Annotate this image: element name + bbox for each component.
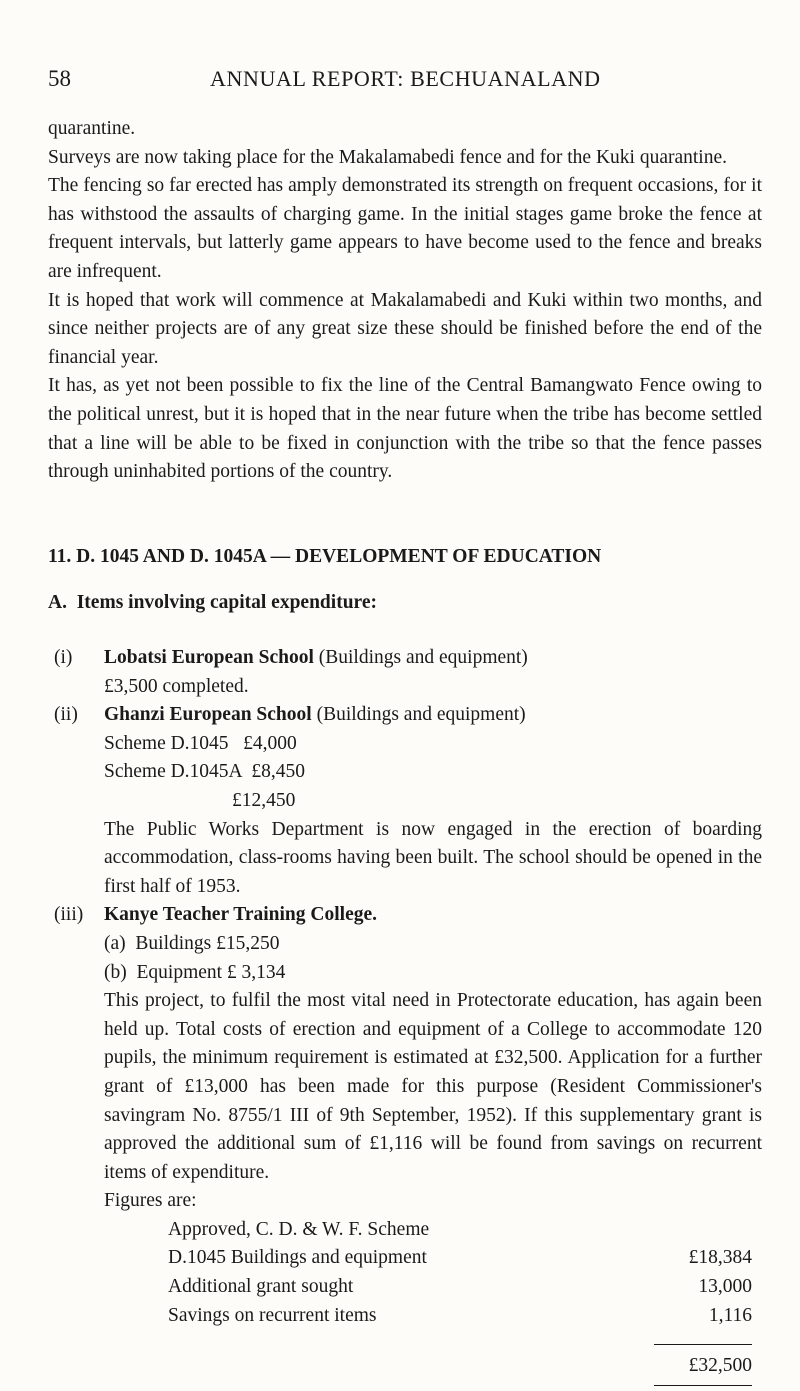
running-title: ANNUAL REPORT: BECHUANALAND <box>210 66 601 91</box>
intro-text <box>48 115 762 487</box>
figures-table <box>104 1216 762 1391</box>
scheme-line: Scheme D.1045A £8,450 <box>104 761 305 783</box>
items-list <box>48 644 762 1391</box>
cost-line: (b) Equipment £ 3,134 <box>104 961 286 983</box>
figures-row-amount: £18,384 <box>688 1247 752 1269</box>
paragraph: quarantine. <box>48 118 136 139</box>
figures-row-label: D.1045 Buildings and equipment <box>168 1247 427 1269</box>
item-title: Ghanzi European School <box>104 704 312 726</box>
item-title: Kanye Teacher Training College. <box>104 904 378 926</box>
figures-row <box>168 1273 762 1302</box>
item-line: £3,500 completed. <box>104 675 249 697</box>
running-head <box>48 66 752 98</box>
scheme-total: £12,450 <box>232 789 296 811</box>
figures-row-amount: 13,000 <box>698 1276 752 1298</box>
cost-line: (a) Buildings £15,250 <box>104 932 280 954</box>
figures-row <box>168 1244 762 1273</box>
list-item <box>48 701 762 901</box>
item-number: (iii) <box>54 904 84 926</box>
scheme-line: Scheme D.1045 £4,000 <box>104 732 297 754</box>
figures-total: £32,500 <box>688 1355 752 1377</box>
figures-label: Figures are: <box>104 1190 197 1212</box>
item-text: This project, to fulfil the most vital need in Protectorate education, has again been held up. Total costs of erection and equipment of a College to accommodate 120 pupils, the minimum requirement is estimated at £32,500. Application for a further grant of £13,000 has been made for this purpose (Resident Commissioner's savingram No. 8755/1 III of 9th September, 1952). If this supplementary grant is approved the additional sum of £1,116 will be found from savings on recurrent items of expenditure. <box>104 990 762 1183</box>
list-item <box>48 901 762 1391</box>
page-number: 58 <box>48 66 71 91</box>
sub-heading-title: Items involving capital expenditure: <box>76 592 377 613</box>
figures-row-label: Additional grant sought <box>168 1276 354 1298</box>
item-title-suffix: (Buildings and equipment) <box>311 704 526 726</box>
figures-row <box>168 1216 762 1245</box>
paragraph: The fencing so far erected has amply demonstrated its strength on frequent occasions, for it has withstood the assaults of charging game. In the initial stages game broke the fence at frequent intervals, but latterly game appears to have become used to the fence and breaks are infrequent. <box>48 175 762 282</box>
figures-row-amount: 1,116 <box>708 1304 752 1326</box>
total-rule-top <box>654 1344 752 1345</box>
figures-row-label: Savings on recurrent items <box>168 1304 377 1326</box>
item-number: (i) <box>54 647 73 668</box>
paragraph: Surveys are now taking place for the Makalamabedi fence and for the Kuki quarantine. <box>48 146 727 168</box>
list-item <box>48 644 762 701</box>
sub-heading <box>48 592 377 614</box>
sub-heading-letter: A. <box>48 592 67 613</box>
figures-total-row <box>168 1352 762 1381</box>
item-title-suffix: (Buildings and equipment) <box>313 647 528 668</box>
paragraph: It has, as yet not been possible to fix the line of the Central Bamangwato Fence owing to the political unrest, but it is hoped that in the near future when the tribe has become settled that a line will be able to be fixed in conjunction with the tribe so that the fence passes through uninhabited portions of the country. <box>48 375 762 483</box>
total-rule-bottom <box>654 1385 752 1386</box>
item-number: (ii) <box>54 704 78 726</box>
item-text: The Public Works Department is now engaged in the erection of boarding accommodation, class-rooms having been built. The school should be opened in the first half of 1953. <box>104 818 762 897</box>
item-title: Lobatsi European School <box>104 647 314 668</box>
figures-row-label: Approved, C. D. & W. F. Scheme <box>168 1218 430 1240</box>
section-heading: 11. D. 1045 AND D. 1045A — DEVELOPMENT OF EDUCATION <box>48 546 602 567</box>
figures-row <box>168 1302 762 1331</box>
paragraph: It is hoped that work will commence at Makalamabedi and Kuki within two months, and since neither projects are of any great size these should be finished before the end of the financial year. <box>48 289 762 368</box>
